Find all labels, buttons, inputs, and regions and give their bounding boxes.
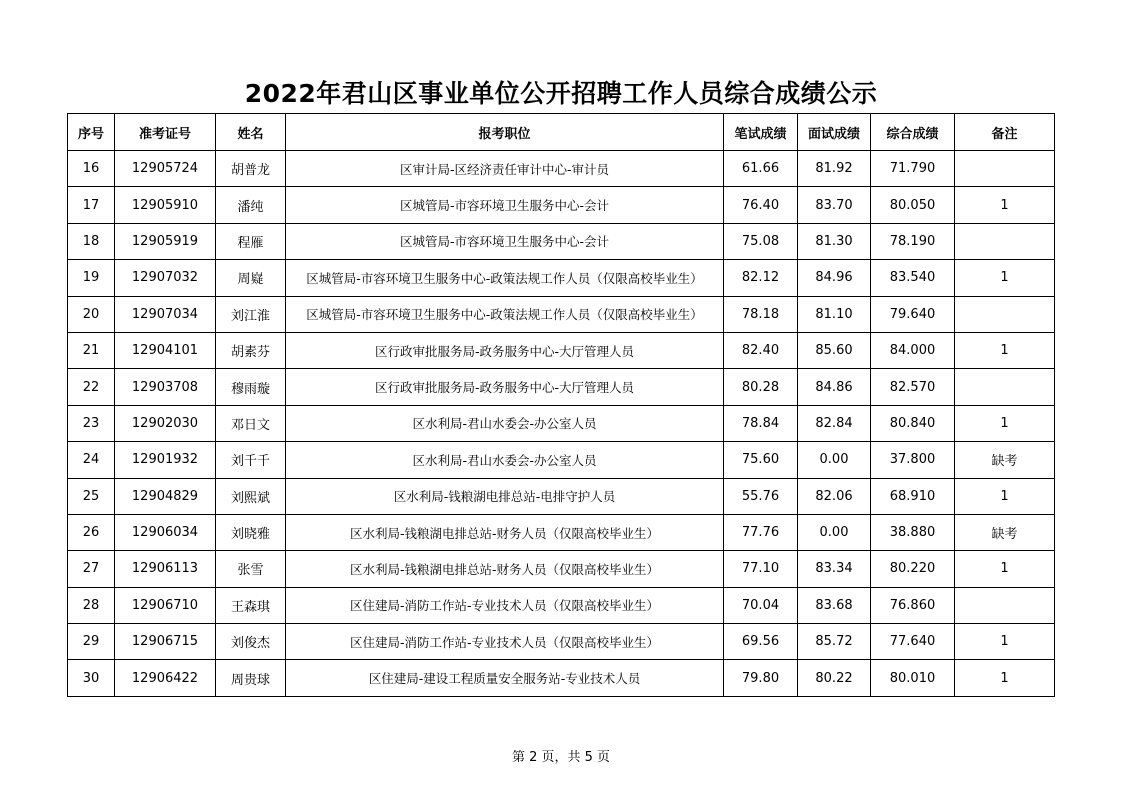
cell-remark [955, 223, 1055, 259]
cell-total-score: 80.010 [871, 660, 955, 696]
cell-name: 潘纯 [216, 187, 286, 223]
cell-position: 区住建局-消防工作站-专业技术人员（仅限高校毕业生） [286, 624, 724, 660]
cell-position: 区城管局-市容环境卫生服务中心-会计 [286, 223, 724, 259]
table-row [68, 260, 1055, 296]
cell-name: 张雪 [216, 551, 286, 587]
cell-total-score: 84.000 [871, 332, 955, 368]
cell-written-score: 82.12 [724, 260, 798, 296]
cell-ticket: 12902030 [115, 405, 216, 441]
cell-seq: 17 [68, 187, 115, 223]
table-row [68, 151, 1055, 187]
cell-name: 胡素芬 [216, 332, 286, 368]
cell-name: 王森琪 [216, 587, 286, 623]
cell-total-score: 37.800 [871, 442, 955, 478]
table-header-row [68, 114, 1055, 151]
cell-remark [955, 296, 1055, 332]
cell-written-score: 69.56 [724, 624, 798, 660]
cell-interview-score: 0.00 [798, 514, 871, 550]
cell-position: 区水利局-君山水委会-办公室人员 [286, 442, 724, 478]
cell-name: 胡普龙 [216, 151, 286, 187]
cell-name: 周嶷 [216, 260, 286, 296]
cell-position: 区行政审批服务局-政务服务中心-大厅管理人员 [286, 369, 724, 405]
cell-interview-score: 82.84 [798, 405, 871, 441]
cell-written-score: 70.04 [724, 587, 798, 623]
cell-position: 区城管局-市容环境卫生服务中心-会计 [286, 187, 724, 223]
cell-total-score: 79.640 [871, 296, 955, 332]
cell-written-score: 76.40 [724, 187, 798, 223]
cell-name: 程雁 [216, 223, 286, 259]
table-row [68, 296, 1055, 332]
cell-position: 区水利局-钱粮湖电排总站-电排守护人员 [286, 478, 724, 514]
cell-position: 区水利局-钱粮湖电排总站-财务人员（仅限高校毕业生） [286, 514, 724, 550]
cell-seq: 29 [68, 624, 115, 660]
cell-seq: 19 [68, 260, 115, 296]
cell-interview-score: 0.00 [798, 442, 871, 478]
cell-interview-score: 81.30 [798, 223, 871, 259]
header-total: 综合成绩 [871, 114, 955, 151]
cell-ticket: 12906113 [115, 551, 216, 587]
cell-name: 刘熙斌 [216, 478, 286, 514]
cell-remark: 1 [955, 187, 1055, 223]
cell-written-score: 75.60 [724, 442, 798, 478]
cell-interview-score: 83.68 [798, 587, 871, 623]
cell-remark: 1 [955, 551, 1055, 587]
cell-total-score: 80.220 [871, 551, 955, 587]
cell-position: 区城管局-市容环境卫生服务中心-政策法规工作人员（仅限高校毕业生） [286, 260, 724, 296]
table-row [68, 369, 1055, 405]
cell-interview-score: 83.70 [798, 187, 871, 223]
cell-seq: 23 [68, 405, 115, 441]
score-table [67, 113, 1055, 697]
cell-interview-score: 84.96 [798, 260, 871, 296]
cell-total-score: 77.640 [871, 624, 955, 660]
cell-written-score: 80.28 [724, 369, 798, 405]
cell-ticket: 12905919 [115, 223, 216, 259]
table-row [68, 223, 1055, 259]
table-row [68, 514, 1055, 550]
cell-remark [955, 587, 1055, 623]
cell-name: 周贵球 [216, 660, 286, 696]
header-remark: 备注 [955, 114, 1055, 151]
cell-ticket: 12906710 [115, 587, 216, 623]
cell-interview-score: 85.72 [798, 624, 871, 660]
cell-written-score: 75.08 [724, 223, 798, 259]
cell-ticket: 12901932 [115, 442, 216, 478]
table-row [68, 660, 1055, 696]
table-row [68, 478, 1055, 514]
cell-seq: 25 [68, 478, 115, 514]
cell-seq: 20 [68, 296, 115, 332]
cell-total-score: 76.860 [871, 587, 955, 623]
cell-written-score: 77.10 [724, 551, 798, 587]
cell-seq: 27 [68, 551, 115, 587]
cell-position: 区审计局-区经济责任审计中心-审计员 [286, 151, 724, 187]
header-interview: 面试成绩 [798, 114, 871, 151]
cell-written-score: 61.66 [724, 151, 798, 187]
cell-interview-score: 84.86 [798, 369, 871, 405]
cell-total-score: 83.540 [871, 260, 955, 296]
cell-name: 刘千千 [216, 442, 286, 478]
cell-interview-score: 82.06 [798, 478, 871, 514]
cell-remark: 1 [955, 405, 1055, 441]
header-position: 报考职位 [286, 114, 724, 151]
cell-position: 区城管局-市容环境卫生服务中心-政策法规工作人员（仅限高校毕业生） [286, 296, 724, 332]
cell-name: 刘晓雅 [216, 514, 286, 550]
cell-seq: 18 [68, 223, 115, 259]
cell-remark: 1 [955, 624, 1055, 660]
header-name: 姓名 [216, 114, 286, 151]
cell-position: 区住建局-消防工作站-专业技术人员（仅限高校毕业生） [286, 587, 724, 623]
cell-seq: 16 [68, 151, 115, 187]
cell-total-score: 80.050 [871, 187, 955, 223]
cell-total-score: 78.190 [871, 223, 955, 259]
table-row [68, 442, 1055, 478]
cell-total-score: 80.840 [871, 405, 955, 441]
cell-remark: 缺考 [955, 442, 1055, 478]
cell-interview-score: 80.22 [798, 660, 871, 696]
cell-seq: 21 [68, 332, 115, 368]
cell-name: 刘江淮 [216, 296, 286, 332]
cell-total-score: 68.910 [871, 478, 955, 514]
cell-remark [955, 369, 1055, 405]
cell-total-score: 82.570 [871, 369, 955, 405]
cell-seq: 22 [68, 369, 115, 405]
cell-seq: 26 [68, 514, 115, 550]
cell-remark: 1 [955, 660, 1055, 696]
table-row [68, 405, 1055, 441]
cell-ticket: 12905910 [115, 187, 216, 223]
cell-position: 区行政审批服务局-政务服务中心-大厅管理人员 [286, 332, 724, 368]
cell-position: 区水利局-钱粮湖电排总站-财务人员（仅限高校毕业生） [286, 551, 724, 587]
header-written: 笔试成绩 [724, 114, 798, 151]
cell-ticket: 12906715 [115, 624, 216, 660]
cell-ticket: 12903708 [115, 369, 216, 405]
cell-ticket: 12907034 [115, 296, 216, 332]
cell-ticket: 12905724 [115, 151, 216, 187]
cell-total-score: 71.790 [871, 151, 955, 187]
cell-position: 区水利局-君山水委会-办公室人员 [286, 405, 724, 441]
cell-remark: 1 [955, 260, 1055, 296]
cell-name: 刘俊杰 [216, 624, 286, 660]
cell-seq: 24 [68, 442, 115, 478]
header-ticket: 准考证号 [115, 114, 216, 151]
cell-total-score: 38.880 [871, 514, 955, 550]
cell-remark: 缺考 [955, 514, 1055, 550]
cell-remark [955, 151, 1055, 187]
cell-name: 邓日文 [216, 405, 286, 441]
cell-written-score: 77.76 [724, 514, 798, 550]
cell-seq: 30 [68, 660, 115, 696]
cell-written-score: 78.84 [724, 405, 798, 441]
cell-remark: 1 [955, 478, 1055, 514]
cell-seq: 28 [68, 587, 115, 623]
table-row [68, 587, 1055, 623]
cell-position: 区住建局-建设工程质量安全服务站-专业技术人员 [286, 660, 724, 696]
cell-written-score: 78.18 [724, 296, 798, 332]
cell-ticket: 12906422 [115, 660, 216, 696]
cell-interview-score: 81.10 [798, 296, 871, 332]
page-title: 2022年君山区事业单位公开招聘工作人员综合成绩公示 [244, 79, 878, 108]
cell-written-score: 79.80 [724, 660, 798, 696]
cell-ticket: 12904101 [115, 332, 216, 368]
cell-written-score: 55.76 [724, 478, 798, 514]
cell-interview-score: 81.92 [798, 151, 871, 187]
cell-ticket: 12904829 [115, 478, 216, 514]
cell-remark: 1 [955, 332, 1055, 368]
cell-interview-score: 83.34 [798, 551, 871, 587]
table-row [68, 187, 1055, 223]
cell-ticket: 12907032 [115, 260, 216, 296]
page-footer: 第 2 页，共 5 页 [511, 750, 611, 765]
cell-ticket: 12906034 [115, 514, 216, 550]
cell-written-score: 82.40 [724, 332, 798, 368]
cell-interview-score: 85.60 [798, 332, 871, 368]
table-row [68, 551, 1055, 587]
table-row [68, 624, 1055, 660]
table-row [68, 332, 1055, 368]
cell-name: 穆雨璇 [216, 369, 286, 405]
header-seq: 序号 [68, 114, 115, 151]
